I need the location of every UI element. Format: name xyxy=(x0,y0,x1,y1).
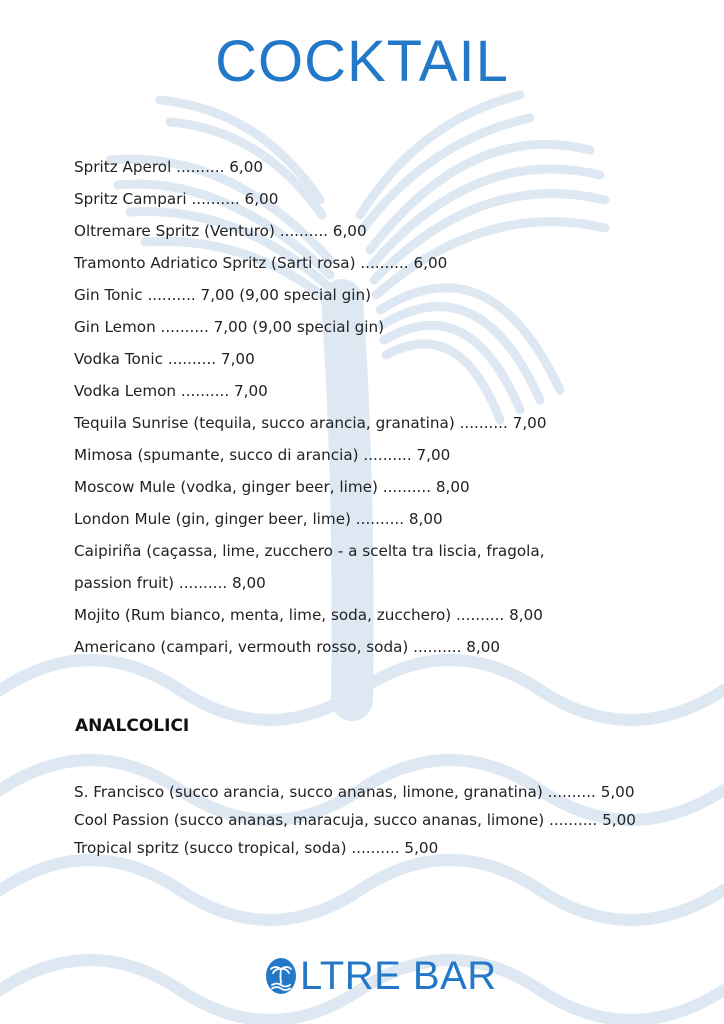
menu-item: Vodka Tonic .......... 7,00 xyxy=(74,350,255,368)
logo-text: LTRE BAR xyxy=(300,953,497,998)
menu-item: Gin Tonic .......... 7,00 (9,00 special gin) xyxy=(74,286,371,304)
menu-item: Gin Lemon .......... 7,00 (9,00 special gin) xyxy=(74,318,385,336)
menu-item: Cool Passion (succo ananas, maracuja, succo ananas, limone) .......... 5,00 xyxy=(74,811,636,829)
menu-item: Moscow Mule (vodka, ginger beer, lime) .......... 8,00 xyxy=(74,478,470,496)
page-title: COCKTAIL xyxy=(215,29,509,94)
menu-item: passion fruit) .......... 8,00 xyxy=(74,574,266,592)
oltre-bar-logo xyxy=(264,952,497,1000)
menu-item: London Mule (gin, ginger beer, lime) .......... 8,00 xyxy=(74,510,443,528)
palm-o-icon xyxy=(264,956,298,996)
menu-item: Mimosa (spumante, succo di arancia) .......... 7,00 xyxy=(74,446,451,464)
menu-item: S. Francisco (succo arancia, succo ananas, limone, granatina) .......... 5,00 xyxy=(74,783,635,801)
menu-item: Tequila Sunrise (tequila, succo arancia, granatina) .......... 7,00 xyxy=(74,414,547,432)
analcolici-heading: ANALCOLICI xyxy=(75,716,190,736)
analcolici-list xyxy=(74,779,674,863)
menu-item: Spritz Campari .......... 6,00 xyxy=(74,190,279,208)
menu-item: Americano (campari, vermouth rosso, soda) .......... 8,00 xyxy=(74,638,501,656)
cocktail-list xyxy=(74,154,674,666)
menu-item: Caipiriña (caçassa, lime, zucchero - a scelta tra liscia, fragola, xyxy=(74,542,545,560)
menu-item: Tropical spritz (succo tropical, soda) .......... 5,00 xyxy=(74,839,439,857)
menu-item: Oltremare Spritz (Venturo) .......... 6,00 xyxy=(74,222,367,240)
menu-item: Spritz Aperol .......... 6,00 xyxy=(74,158,264,176)
menu-item: Mojito (Rum bianco, menta, lime, soda, zucchero) .......... 8,00 xyxy=(74,606,543,624)
menu-item: Tramonto Adriatico Spritz (Sarti rosa) .......... 6,00 xyxy=(74,254,448,272)
menu-item: Vodka Lemon .......... 7,00 xyxy=(74,382,268,400)
